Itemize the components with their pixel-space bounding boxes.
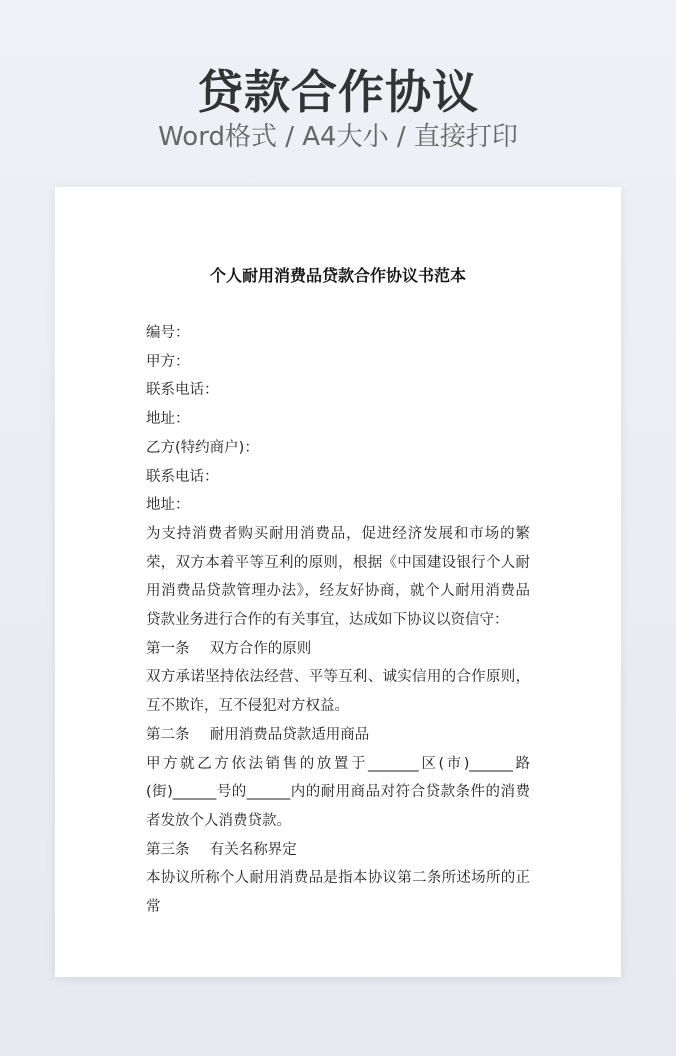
article-2-title: 耐用消费品贷款适用商品 xyxy=(209,726,370,743)
article-1-heading xyxy=(146,635,530,664)
field-party-a-address: 地址： xyxy=(146,411,190,428)
article-3-title: 有关名称界定 xyxy=(209,841,297,858)
article-1-number: 第一条 xyxy=(146,640,190,657)
document-page xyxy=(55,187,621,977)
article-2-text: 甲方就乙方依法销售的放置于_______区(市)______路(街)______号的______内的耐用商品对符合贷款条件的消费者发放个人消费贷款。 xyxy=(146,755,530,829)
field-party-a-phone: 联系电话： xyxy=(146,382,219,399)
article-2-number: 第二条 xyxy=(146,726,190,743)
article-3-number: 第三条 xyxy=(146,841,190,858)
field-serial-number: 编号： xyxy=(146,325,190,341)
article-3-heading xyxy=(146,836,530,865)
document-title: 个人耐用消费品贷款合作协议书范本 xyxy=(209,266,466,285)
field-party-b-phone: 联系电话： xyxy=(146,468,219,485)
document-body xyxy=(146,319,530,922)
intro-paragraph: 为支持消费者购买耐用消费品，促进经济发展和市场的繁荣，双方本着平等互利的原则，根据《中国建设银行个人耐用消费品贷款管理办法》，经友好协商，就个人耐用消费品贷款业务进行合作的有关事宜，达成如下协议以资信守： xyxy=(146,525,530,629)
field-party-b-address: 地址： xyxy=(146,497,190,514)
article-1-title: 双方合作的原则 xyxy=(209,640,312,657)
article-1-text: 双方承诺坚持依法经营、平等互利、诚实信用的合作原则，互不欺诈，互不侵犯对方权益。 xyxy=(146,669,530,715)
article-3-text: 本协议所称个人耐用消费品是指本协议第二条所述场所的正常 xyxy=(146,870,530,916)
field-party-a: 甲方： xyxy=(146,353,190,370)
field-party-b: 乙方(特约商户)： xyxy=(146,439,259,456)
banner-title: 贷款合作协议 xyxy=(197,65,479,119)
banner-subtitle: Word格式 / A4大小 / 直接打印 xyxy=(158,122,518,152)
article-2-heading xyxy=(146,721,530,750)
